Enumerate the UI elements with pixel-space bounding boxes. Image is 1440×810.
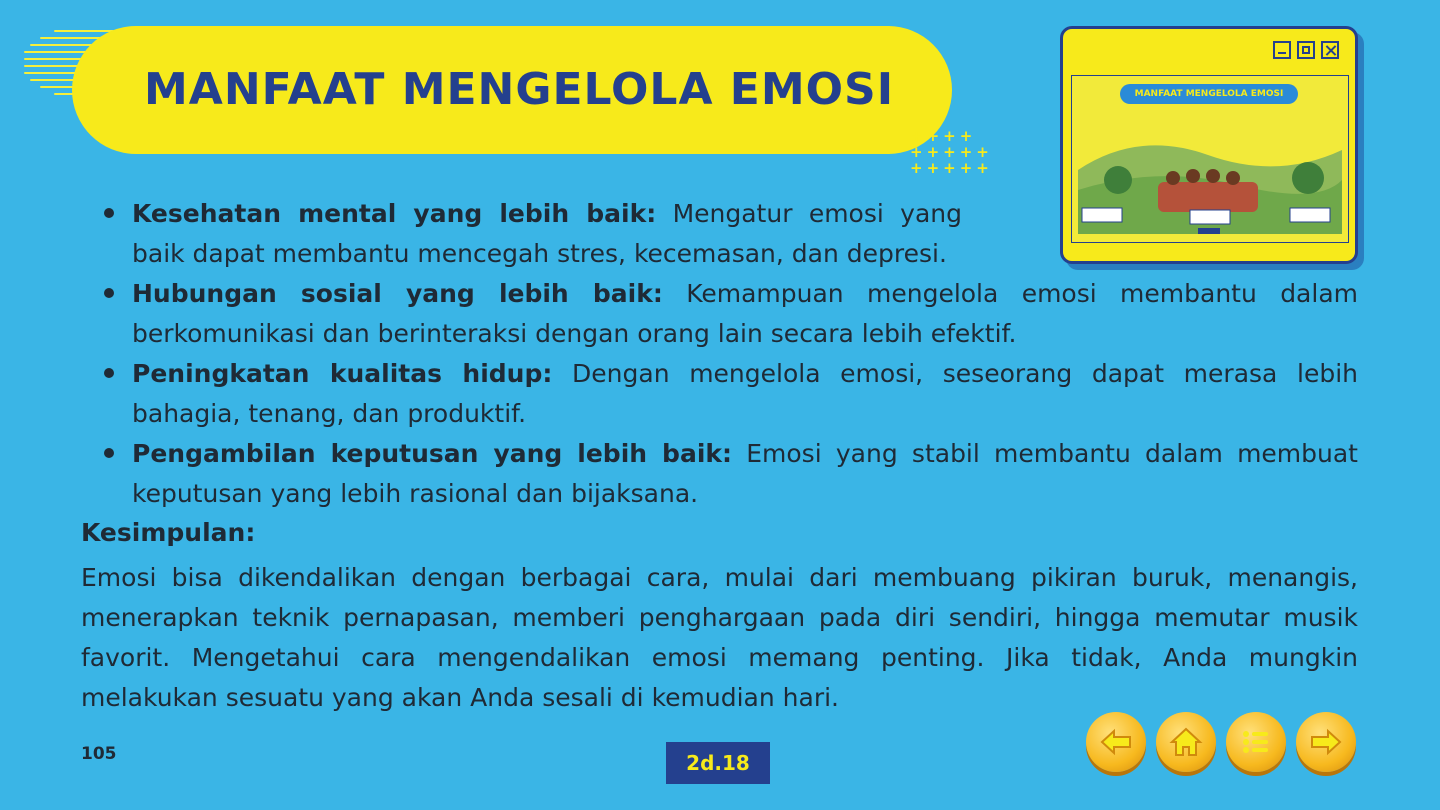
list-item xyxy=(104,434,1358,514)
home-icon xyxy=(1168,724,1204,760)
window-controls xyxy=(1273,41,1339,59)
menu-list-icon xyxy=(1238,724,1274,760)
list-item xyxy=(104,354,1358,434)
list-item xyxy=(104,194,962,274)
benefits-list xyxy=(104,194,1358,514)
page-title: MANFAAT MENGELOLA EMOSI xyxy=(144,64,895,115)
list-item-text: Kemampuan mengelola emosi membantu dalam berkomunikasi dan berinteraksi dengan orang lain secara lebih efektif. xyxy=(132,279,1358,348)
list-item-text: Dengan mengelola emosi, seseorang dapat merasa lebih bahagia, tenang, dan produktif. xyxy=(132,359,1359,428)
slide-code-badge: 2d.18 xyxy=(666,742,770,784)
list-item-text: Mengatur emosi yang baik dapat membantu mencegah stres, kecemasan, dan depresi. xyxy=(132,199,962,268)
list-item-heading: Peningkatan kualitas hidup: xyxy=(132,359,553,388)
arrow-left-icon xyxy=(1098,724,1134,760)
page-number: 105 xyxy=(81,744,117,764)
home-button[interactable] xyxy=(1156,712,1216,772)
close-icon[interactable] xyxy=(1321,41,1339,59)
list-item xyxy=(104,274,1358,354)
prev-button[interactable] xyxy=(1086,712,1146,772)
list-item-text: Emosi yang stabil membantu dalam membuat keputusan yang lebih rasional dan bijaksana. xyxy=(132,439,1358,508)
thumbnail-title: MANFAAT MENGELOLA EMOSI xyxy=(1120,84,1298,104)
maximize-icon[interactable] xyxy=(1297,41,1315,59)
list-item-heading: Pengambilan keputusan yang lebih baik: xyxy=(132,439,733,468)
list-item-heading: Hubungan sosial yang lebih baik: xyxy=(132,279,663,308)
menu-button[interactable] xyxy=(1226,712,1286,772)
minimize-icon[interactable] xyxy=(1273,41,1291,59)
plus-pattern-decoration: ++++ +++++ +++++ xyxy=(910,127,993,177)
arrow-right-icon xyxy=(1308,724,1344,760)
conclusion-heading: Kesimpulan: xyxy=(81,518,256,547)
next-button[interactable] xyxy=(1296,712,1356,772)
list-item-heading: Kesehatan mental yang lebih baik: xyxy=(132,199,657,228)
conclusion-text: Emosi bisa dikendalikan dengan berbagai cara, mulai dari membuang pikiran buruk, menangis, menerapkan teknik pernapasan, memberi penghargaan pada diri sendiri, hingga memutar musik favorit. Mengetahui cara mengendalikan emosi memang penting. Jika tidak, Anda mungkin melakukan sesuatu yang akan Anda sesali di kemudian hari. xyxy=(81,563,1358,712)
